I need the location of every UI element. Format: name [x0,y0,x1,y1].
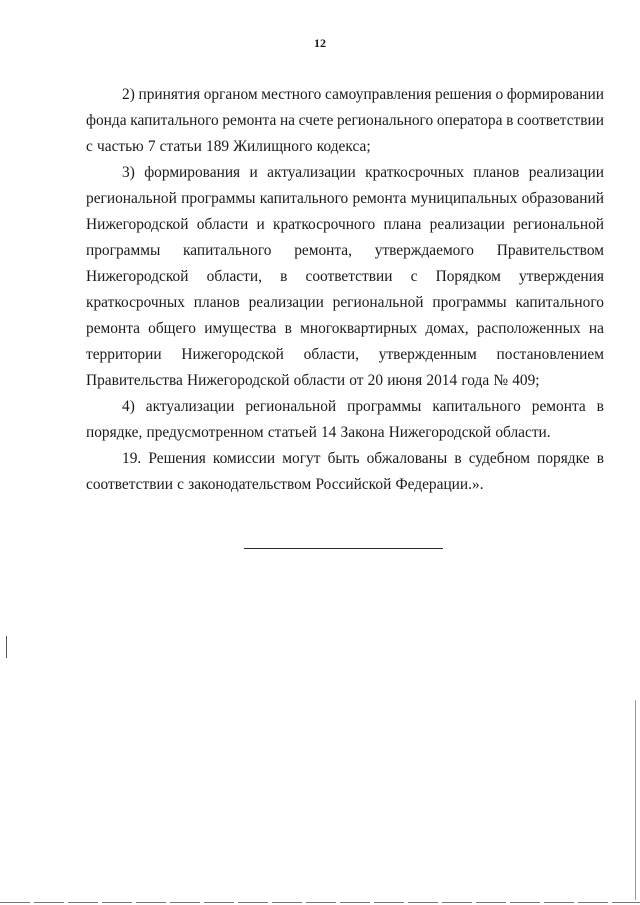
text-line: краткосрочных планов реализации региональной программы капитального [86,294,604,311]
scan-margin-mark [6,636,7,658]
text-line: программы капитального ремонта, утверждаемого Правительством [86,242,604,259]
text-line: 4) актуализации региональной программы капитального ремонта в [122,398,604,415]
separator-line [244,548,443,549]
text-line: ремонта общего имущества в многоквартирных домах, расположенных на [86,320,604,337]
text-line: 2) принятия органом местного самоуправления решения о формировании [122,86,604,103]
text-line: региональной программы капитального ремонта муниципальных образований [86,190,604,207]
text-line: 19. Решения комиссии могут быть обжалованы в судебном порядке в [122,450,604,467]
text-line: фонда капитального ремонта на счете регионального оператора в соответствии [86,112,604,129]
text-line: Нижегородской области и краткосрочного плана реализации региональной [86,216,604,233]
text-line: 3) формирования и актуализации краткосрочных планов реализации [122,164,604,181]
scan-bottom-edge [0,902,640,903]
text-line: Нижегородской области, в соответствии с Порядком утверждения [86,268,604,285]
text-line: с частью 7 статьи 189 Жилищного кодекса; [86,138,371,155]
scan-right-edge [635,700,636,900]
text-line: территории Нижегородской области, утвержденным постановлением [86,346,604,363]
text-line: соответствии с законодательством Российской Федерации.». [86,476,484,493]
text-line: порядке, предусмотренном статьей 14 Закона Нижегородской области. [86,424,551,441]
page-number: 12 [314,36,326,50]
text-line: Правительства Нижегородской области от 20 июня 2014 года № 409; [86,372,540,389]
